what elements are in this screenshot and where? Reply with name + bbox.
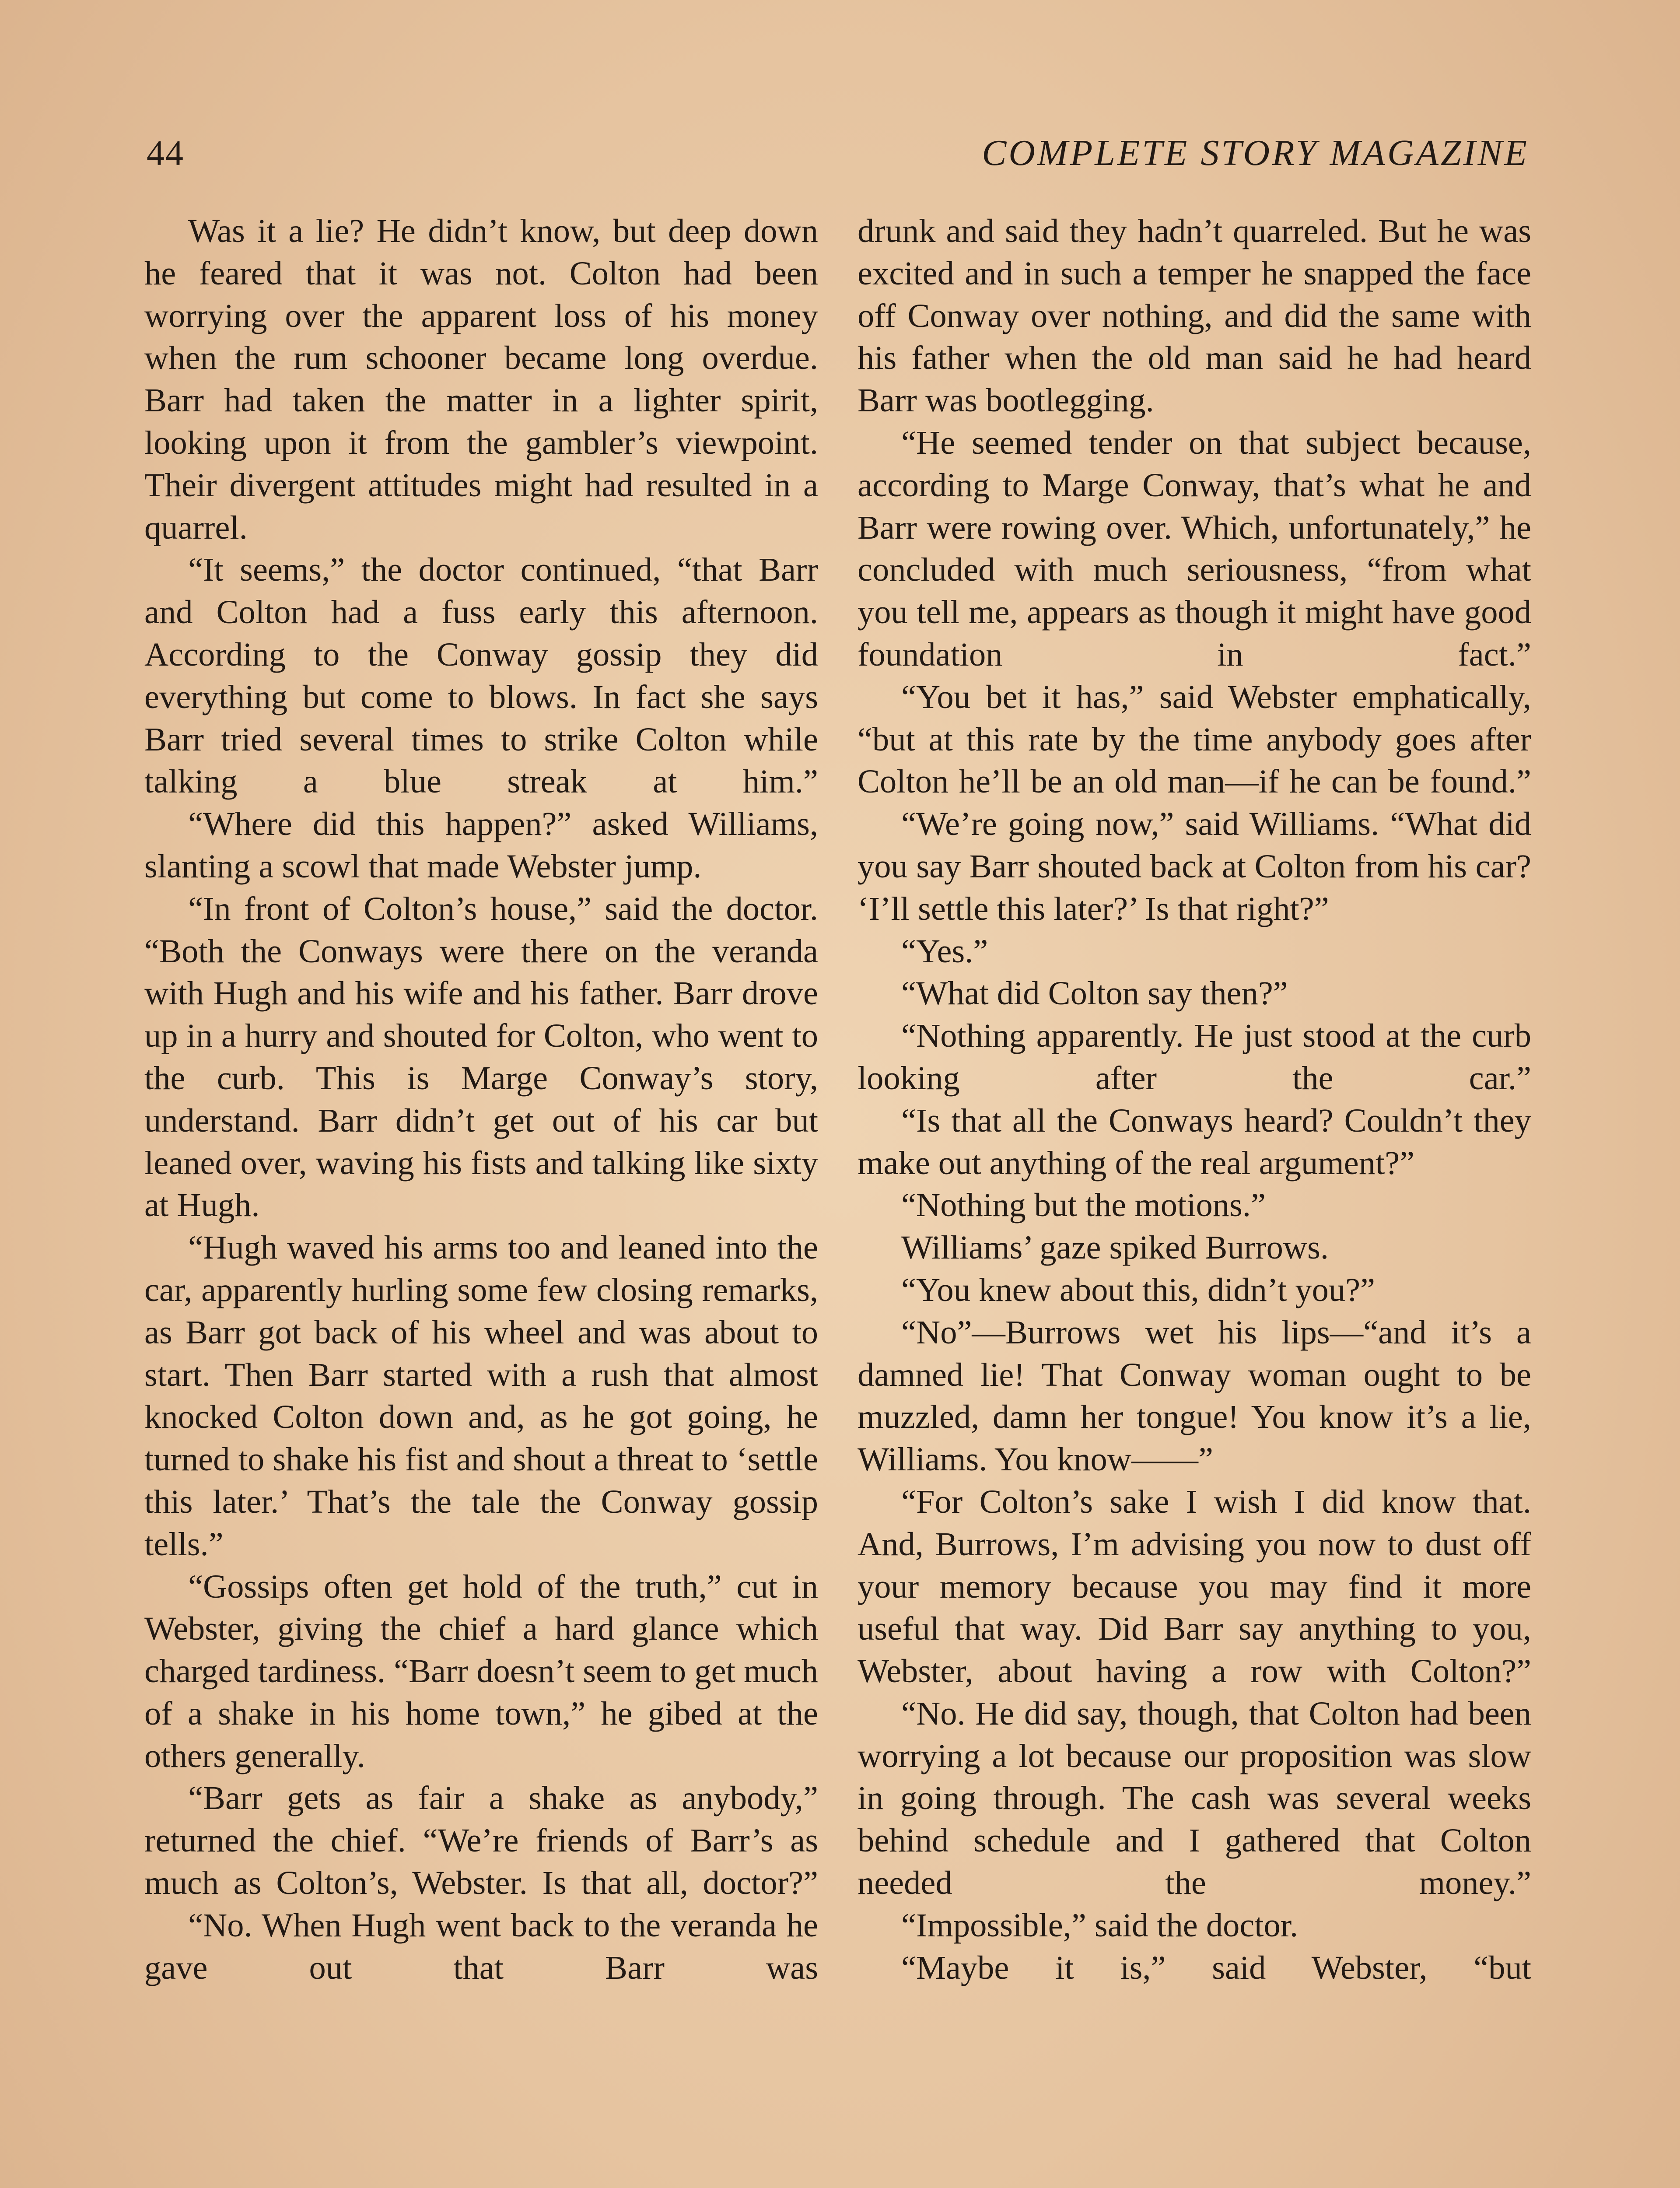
paragraph: drunk and said they hadn’t quarreled. But he was excited and in such a temper he snapped the face off Conway over nothing, and did the same with his father when the old man said he had heard Barr was bootlegging.: [858, 212, 1531, 419]
paragraph: Was it a lie? He didn’t know, but deep down he feared that it was not. Colton had been worrying over the apparent loss of his money when the rum schooner became long overdue. Barr had taken the matter in a lighter spirit, looking upon it from the gambler’s viewpoint. Their divergent attitudes might had resulted in a quarrel.: [144, 212, 818, 546]
paragraph: “Hugh waved his arms too and leaned into the car, apparently hurling some few closing remarks, as Barr got back of his wheel and was about to start. Then Barr started with a rush that almost knocked Colton down and, as he got going, he turned to shake his fist and shout a threat to ‘settle this later.’ That’s the tale the Conway gossip tells.”: [144, 1229, 818, 1563]
paragraph: “Where did this happen?” asked Williams, slanting a scowl that made Webster jump.: [144, 805, 818, 885]
paragraph: “He seemed tender on that subject because, according to Marge Conway, that’s what he and Barr were rowing over. Which, unfortunately,” he concluded with much seriousness, “from what you tell me, appears as though it might have good foundation in fact.”: [858, 424, 1531, 673]
paragraph: “In front of Colton’s house,” said the doctor. “Both the Conways were there on the veranda with Hugh and his wife and his father. Barr drove up in a hurry and shouted for Colton, who went to the curb. This is Marge Conway’s story, understand. Barr didn’t get out of his car but leaned over, waving his fists and talking like sixty at Hugh.: [144, 890, 818, 1224]
paragraph: “For Colton’s sake I wish I did know that. And, Burrows, I’m advising you now to dust off your memory because you may find it more useful that way. Did Barr say anything to you, Webster, about having a row with Colton?”: [858, 1483, 1531, 1690]
paragraph: “It seems,” the doctor continued, “that Barr and Colton had a fuss early this afternoon. According to the Conway gossip they did everything but come to blows. In fact she says Barr tried several times to strike Colton while talking a blue streak at him.”: [144, 551, 818, 800]
paragraph: Williams’ gaze spiked Burrows.: [901, 1229, 1329, 1266]
paragraph: “No. He did say, though, that Colton had been worrying a lot because our proposition was slow in going through. The cash was several weeks behind schedule and I gathered that Colton needed the money.”: [858, 1694, 1531, 1902]
page-number: 44: [147, 133, 184, 173]
paragraph: “You bet it has,” said Webster emphatically, “but at this rate by the time anybody goes after Colton he’ll be an old man—if he can be found.”: [858, 678, 1531, 800]
paragraph: “Barr gets as fair a shake as anybody,” returned the chief. “We’re friends of Barr’s as much as Colton’s, Webster. Is that all, doctor?”: [144, 1779, 818, 1902]
paragraph: “Maybe it is,” said Webster, “but: [901, 1949, 1531, 1986]
paragraph: “What did Colton say then?”: [901, 975, 1288, 1012]
text-column-left: [144, 210, 818, 1989]
paragraph: “Nothing apparently. He just stood at the curb looking after the car.”: [858, 1017, 1531, 1097]
running-head: COMPLETE STORY MAGAZINE: [982, 133, 1529, 173]
paragraph: “No”—Burrows wet his lips—“and it’s a damned lie! That Conway woman ought to be muzzled, damn her tongue! You know it’s a lie, Williams. You know——”: [858, 1313, 1531, 1478]
paragraph: “Nothing but the motions.”: [901, 1186, 1266, 1224]
paragraph: “We’re going now,” said Williams. “What did you say Barr shouted back at Colton from his car? ‘I’ll settle this later?’ Is that right?”: [858, 805, 1531, 927]
paragraph: “Is that all the Conways heard? Couldn’t they make out anything of the real argument?”: [858, 1101, 1531, 1182]
paragraph: “Gossips often get hold of the truth,” cut in Webster, giving the chief a hard glance which charged tardiness. “Barr doesn’t seem to get much of a shake in his home town,” he gibed at the others generally.: [144, 1567, 818, 1774]
paragraph: “Impossible,” said the doctor.: [901, 1906, 1298, 1944]
text-column-right: [858, 210, 1531, 1989]
paragraph: “You knew about this, didn’t you?”: [901, 1271, 1375, 1308]
paragraph: “No. When Hugh went back to the veranda he gave out that Barr was: [144, 1906, 818, 1986]
paragraph: “Yes.”: [901, 932, 988, 970]
